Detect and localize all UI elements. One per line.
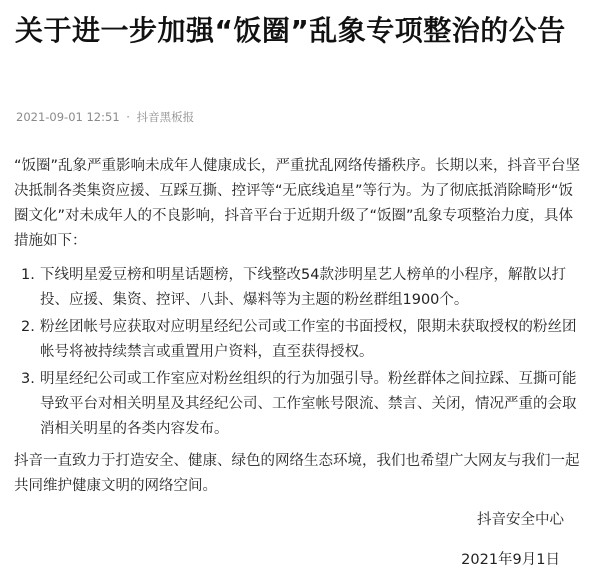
meta-separator: · xyxy=(126,110,130,124)
measure-item xyxy=(14,367,586,442)
measure-number: 1. xyxy=(21,267,35,283)
measure-text: 下线明星爱豆榜和明星话题榜，下线整改54款涉明星艺人榜单的小程序，解散以打投、应援、集资、控评、八卦、爆料等为主题的粉丝群组1900个。 xyxy=(40,267,566,308)
article-meta xyxy=(16,109,194,125)
signature: 抖音安全中心 xyxy=(477,512,564,528)
publish-timestamp: 2021-09-01 12:51 xyxy=(16,110,120,124)
intro-paragraph: “饭圈”乱象严重影响未成年人健康成长，严重扰乱网络传播秩序。长期以来，抖音平台坚决抵制各类集资应援、互踩互撕、控评等“无底线追星”等行为。为了彻底抵消除畸形“饭圈文化”对未成年人的不良影响，抖音平台于近期升级了“饭圈”乱象专项整治力度，具体措施如下： xyxy=(14,158,581,249)
source-name[interactable]: 抖音黑板报 xyxy=(136,110,195,124)
measure-text: 粉丝团帐号应获取对应明星经纪公司或工作室的书面授权，限期未获取授权的粉丝团帐号将被持续禁言或重置用户资料，直至获得授权。 xyxy=(40,319,577,360)
article-title: 关于进一步加强“饭圈”乱象专项整治的公告 xyxy=(15,14,566,47)
measure-item xyxy=(14,315,586,365)
closing-paragraph: 抖音一直致力于打造安全、健康、绿色的网络生态环境，我们也希望广大网友与我们一起共同维护健康文明的网络空间。 xyxy=(14,453,580,494)
measure-item xyxy=(14,263,586,313)
measure-number: 3. xyxy=(21,371,35,387)
measure-text: 明星经纪公司或工作室应对粉丝组织的行为加强引导。粉丝群体之间拉踩、互撕可能导致平台对相关明星及其经纪公司、工作室帐号限流、禁言、关闭，情况严重的会取消相关明星的各类内容发布。 xyxy=(40,371,577,437)
measures-list xyxy=(14,263,586,444)
signature-date: 2021年9月1日 xyxy=(461,552,560,568)
measure-number: 2. xyxy=(21,319,35,335)
